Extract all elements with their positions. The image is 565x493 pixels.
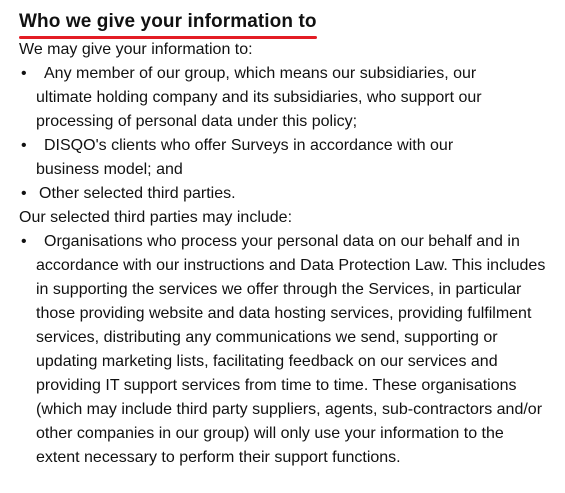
recipients-list [19, 62, 559, 206]
section-heading-wrap [19, 8, 317, 38]
bullet-icon: • [21, 185, 27, 202]
section-heading: Who we give your information to [19, 11, 317, 32]
privacy-section [19, 8, 559, 470]
list-item [19, 134, 559, 182]
third-parties-intro: Our selected third parties may include: [19, 209, 293, 226]
bullet-icon: • [21, 137, 27, 154]
bullet-icon: • [21, 233, 27, 250]
intro-text: We may give your information to: [19, 41, 253, 58]
heading-underline [19, 36, 317, 39]
recipient-text: Other selected third parties. [39, 185, 236, 202]
third-parties-list [19, 230, 559, 470]
third-party-text: Organisations who process your personal data on our behalf and in accordance with our instructions and Data Protection Law. This includes in supporting the services we offer through the Services, in particular those providing website and data hosting services, providing fulfilment services, distributing any communications we send, supporting or updating marketing lists, facilitating feedback on our services and providing IT support services from time to time. These organisations (which may include third party suppliers, agents, sub-contractors and/or other companies in our group) will only use your information to the extent necessary to perform their support functions. [36, 233, 546, 466]
list-item [19, 62, 559, 134]
list-item [19, 182, 559, 206]
recipient-text: DISQO's clients who offer Surveys in accordance with our business model; and [36, 137, 454, 178]
list-item [19, 230, 559, 470]
recipient-text: Any member of our group, which means our subsidiaries, our ultimate holding company and its subsidiaries, who support our processing of personal data under this policy; [36, 65, 482, 130]
bullet-icon: • [21, 65, 27, 82]
